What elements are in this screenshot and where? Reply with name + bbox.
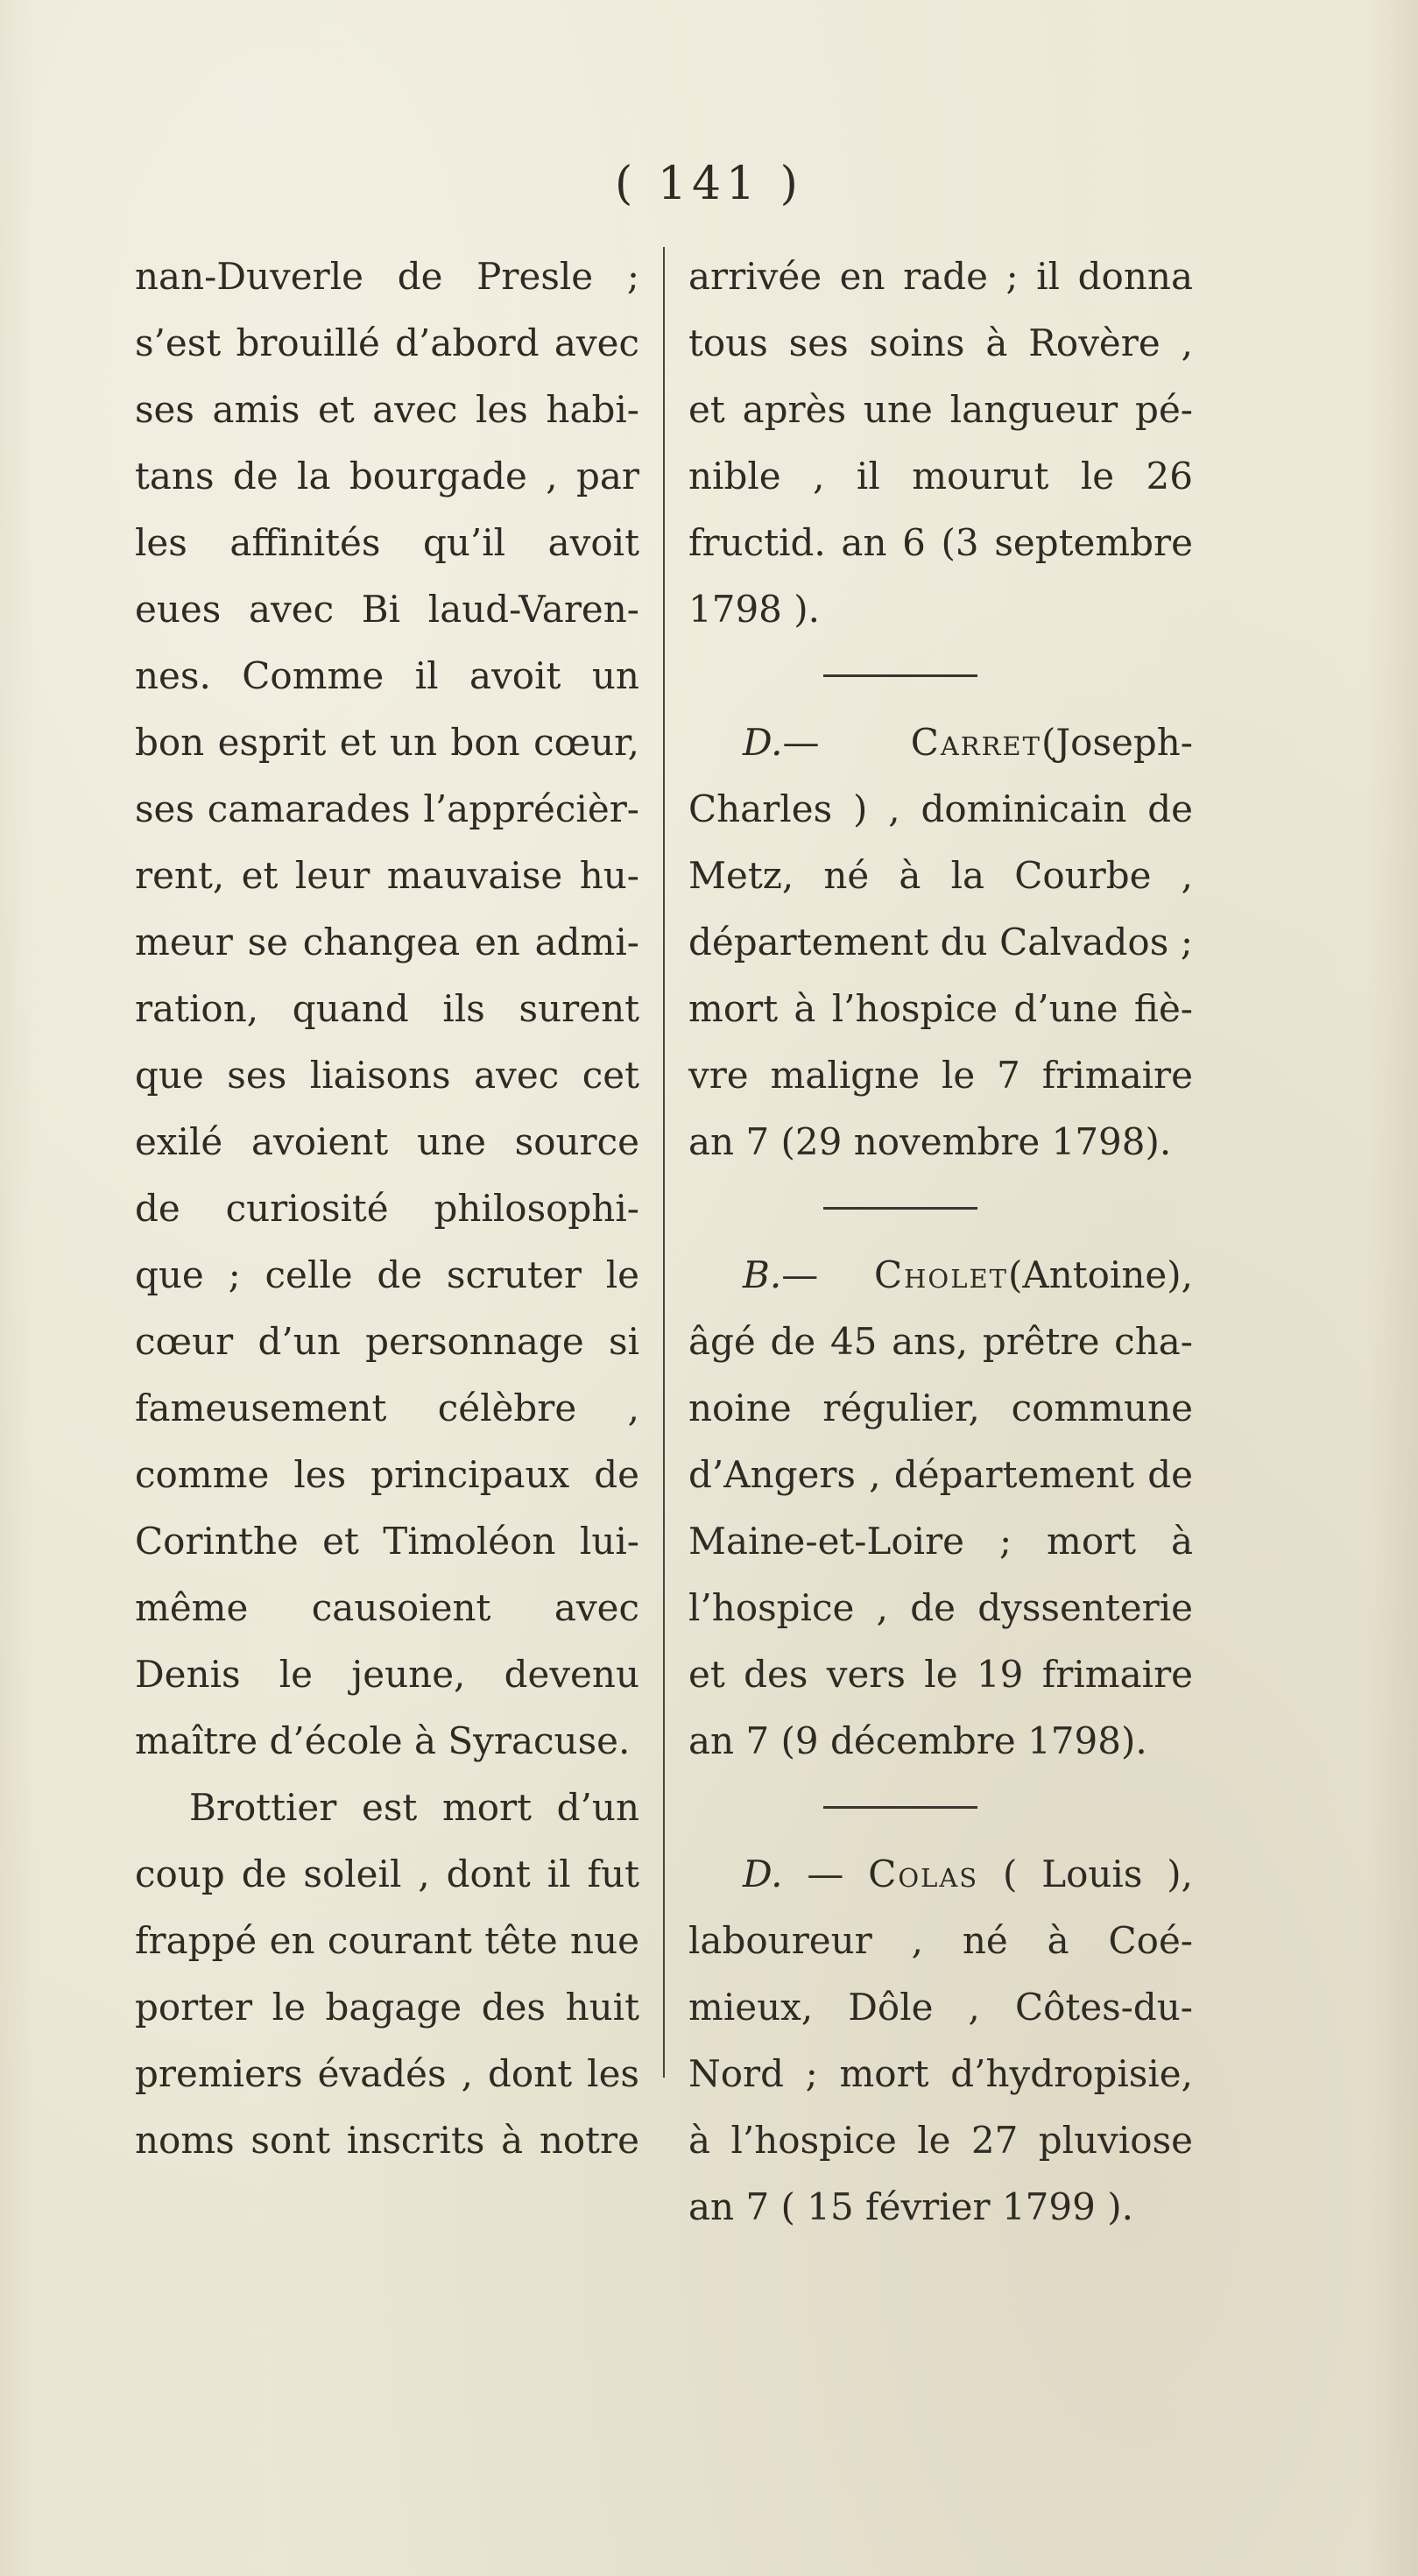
separator-rule	[823, 674, 977, 677]
entry-heading-rest: (Joseph-	[1041, 721, 1193, 764]
entry-surname: Carret	[910, 721, 1041, 764]
entry-mark: D.	[743, 721, 783, 764]
text-line: Metz, né à la Courbe ,	[688, 854, 1193, 897]
text-line: nan-Duverle de Presle ;	[135, 255, 639, 298]
text-line: s’est brouillé d’abord avec	[135, 321, 639, 364]
text-line: fameusement célèbre ,	[135, 1387, 639, 1429]
text-line: arrivée en rade ; il donna	[688, 255, 1193, 298]
entry-separator	[688, 1775, 1193, 1841]
text-line: maître d’école à Syracuse.	[135, 1719, 631, 1762]
text-line: mort à l’hospice d’une fiè-	[688, 987, 1193, 1030]
text-line: coup de soleil , dont il fut	[135, 1853, 639, 1895]
entry-dash: —	[807, 1853, 844, 1895]
text-line: les affinités qu’il avoit	[135, 521, 639, 564]
text-line: âgé de 45 ans, prêtre cha-	[688, 1320, 1193, 1363]
text-line: exilé avoient une source	[135, 1120, 639, 1163]
entry-heading-rest: ( Louis ),	[1003, 1853, 1193, 1895]
separator-rule	[823, 1806, 977, 1809]
entry-heading	[688, 709, 1193, 776]
text-line: ses camarades l’apprécièr-	[135, 787, 639, 830]
text-line: an 7 (29 novembre 1798).	[688, 1120, 1172, 1163]
entry-mark: B.	[743, 1253, 782, 1296]
text-line: meur se changea en admi-	[135, 921, 639, 963]
text-line: même causoient avec	[135, 1586, 639, 1629]
text-line: eues avec Bi laud-Varen-	[135, 588, 639, 631]
text-line: comme les principaux de	[135, 1453, 639, 1496]
entry-dash: —	[781, 1253, 819, 1296]
entry-mark: D.	[743, 1853, 783, 1895]
page-number: ( 141 )	[615, 158, 803, 210]
entry-separator	[688, 1175, 1193, 1242]
text-line: Brottier est mort d’un	[189, 1786, 639, 1829]
text-line: 1798 ).	[688, 588, 820, 631]
text-line: département du Calvados ;	[688, 921, 1193, 963]
text-line: cœur d’un personnage si	[135, 1320, 639, 1363]
entry-separator	[688, 643, 1193, 709]
text-line: ses amis et avec les habi-	[135, 388, 639, 431]
text-line: porter le bagage des huit	[135, 1986, 639, 2029]
column-divider	[663, 247, 665, 2078]
text-line: que ; celle de scruter le	[135, 1253, 639, 1296]
text-line: et après une langueur pé-	[688, 388, 1193, 431]
entry-dash: —	[782, 721, 820, 764]
entry-surname: Colas	[868, 1853, 979, 1895]
entry-heading-rest: (Antoine),	[1007, 1253, 1193, 1296]
text-line: nes. Comme il avoit un	[135, 654, 639, 697]
left-column	[135, 243, 639, 2174]
text-line: vre maligne le 7 frimaire	[688, 1054, 1193, 1097]
text-line: noms sont inscrits à notre	[135, 2119, 639, 2162]
text-line: frappé en courant tête nue	[135, 1919, 639, 1962]
text-line: d’Angers , département de	[688, 1453, 1193, 1496]
text-line: an 7 (9 décembre 1798).	[688, 1719, 1147, 1762]
text-line: Corinthe et Timoléon lui-	[135, 1520, 639, 1563]
text-line: et des vers le 19 frimaire	[688, 1653, 1193, 1696]
entry-surname: Cholet	[874, 1253, 1008, 1296]
separator-rule	[823, 1207, 977, 1210]
text-line: Maine-et-Loire ; mort à	[688, 1520, 1193, 1563]
text-line: tans de la bourgade , par	[135, 455, 639, 498]
entry-heading	[688, 1841, 1193, 1908]
text-line: bon esprit et un bon cœur,	[135, 721, 639, 764]
entry-heading	[688, 1242, 1193, 1309]
text-line: premiers évadés , dont les	[135, 2052, 639, 2095]
text-line: l’hospice , de dyssenterie	[688, 1586, 1193, 1629]
text-line: an 7 ( 15 février 1799 ).	[688, 2185, 1133, 2228]
text-line: de curiosité philosophi-	[135, 1187, 639, 1230]
right-column	[688, 243, 1193, 2241]
text-line: ration, quand ils surent	[135, 987, 639, 1030]
text-line: Denis le jeune, devenu	[135, 1653, 639, 1696]
text-line: que ses liaisons avec cet	[135, 1054, 639, 1097]
text-line: Charles ) , dominicain de	[688, 787, 1193, 830]
text-line: rent, et leur mauvaise hu-	[135, 854, 639, 897]
text-line: fructid. an 6 (3 septembre	[688, 521, 1193, 564]
text-line: noine régulier, commune	[688, 1387, 1193, 1429]
text-line: laboureur , né à Coé-	[688, 1919, 1193, 1962]
text-line: tous ses soins à Rovère ,	[688, 321, 1193, 364]
text-line: mieux, Dôle , Côtes-du-	[688, 1986, 1193, 2029]
text-line: Nord ; mort d’hydropisie,	[688, 2052, 1193, 2095]
text-line: à l’hospice le 27 pluviose	[688, 2119, 1193, 2162]
text-line: nible , il mourut le 26	[688, 455, 1193, 498]
